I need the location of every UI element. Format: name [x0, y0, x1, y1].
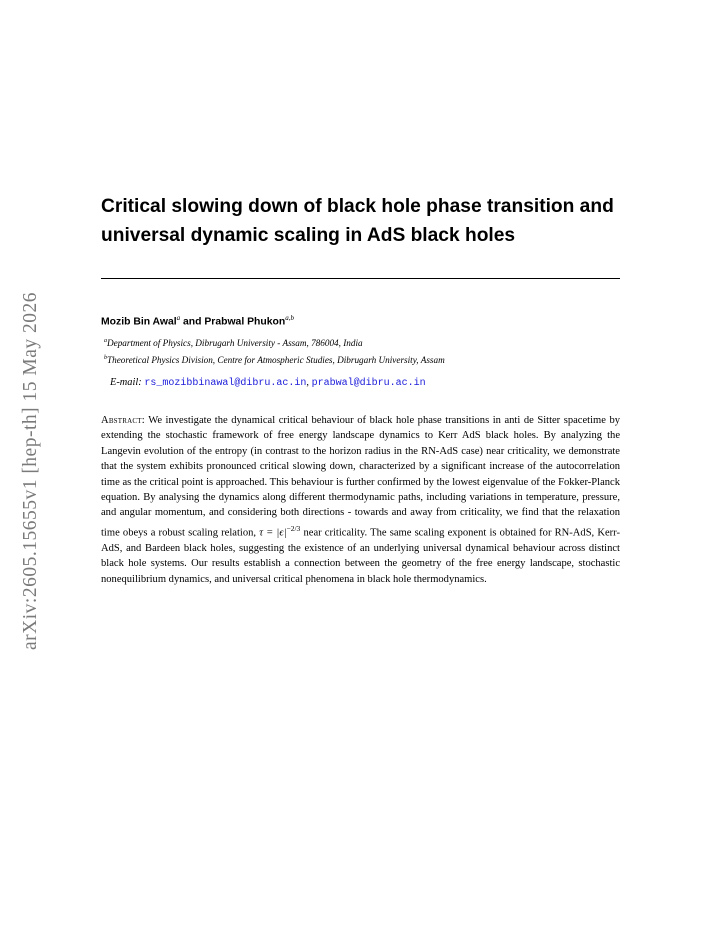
email-link-1[interactable]: rs_mozibbinawal@dibru.ac.in	[144, 378, 307, 389]
affiliation-mark: a	[104, 338, 107, 344]
affiliation-a	[104, 338, 363, 348]
title-divider	[101, 278, 620, 279]
email-label: E-mail:	[110, 377, 142, 388]
abstract-text-1: We investigate the dynamical critical behaviour of black hole phase transitions in anti de Sitter spacetime by extending the stochastic framework of free energy landscape dynamics to Kerr AdS black holes. By analyzing the Langevin evolution of the entropy (in contrast to the horizon radius in the RN-AdS case) near criticality, we demonstrate that the system exhibits pronounced critical slowing down, characterized by a significant increase of the autocorrelation time as the critical point is approached. This behaviour is further confirmed by the lowest eigenvalue of the Fokker-Planck equation. By analysing the dynamics along different thermodynamic paths, including variations in temperature, pressure, and angular momentum, and considering both directions - towards and away from criticality, we find that the relaxation time obeys a robust scaling relation,	[101, 415, 620, 539]
affiliation-text: Theoretical Physics Division, Centre for Atmospheric Studies, Dibrugarh University, Assam	[107, 355, 445, 366]
abstract-heading: Abstract:	[101, 415, 145, 426]
arxiv-id[interactable]: arXiv:2605.15655v1 [hep-th] 15 May 2026	[20, 292, 41, 650]
paper-title	[101, 192, 631, 250]
author-list	[101, 314, 294, 327]
affiliation-text: Department of Physics, Dibrugarh University - Assam, 786004, India	[107, 338, 363, 349]
abstract	[101, 413, 620, 587]
affiliation-mark: b	[104, 355, 107, 361]
affiliation-b	[104, 355, 445, 365]
author-name: Prabwal Phukon	[204, 316, 286, 328]
author-connector: and	[180, 316, 205, 328]
title-line-2: universal dynamic scaling in AdS black holes	[101, 225, 516, 246]
abstract-text-2: near criticality. The same scaling exponent is obtained for RN-AdS, Kerr-AdS, and Bardeen black holes, suggesting the existence of an underlying universal dynamical behaviour across distinct black hole systems. Our results establish a connection between the geometry of the free energy landscape, stochastic nonequilibrium dynamics, and universal critical phenomena in black hole thermodynamics.	[101, 527, 620, 585]
scaling-relation: τ = |ϵ|	[259, 527, 287, 539]
author-name: Mozib Bin Awal	[101, 316, 177, 328]
email-link-2[interactable]: prabwal@dibru.ac.in	[311, 378, 426, 389]
title-line-1: Critical slowing down of black hole phase transition and	[101, 196, 614, 217]
author-affil-mark: a	[176, 314, 181, 322]
email-separator: ,	[306, 377, 312, 388]
email-line	[110, 377, 426, 389]
author-affil-mark: a,b	[285, 314, 294, 322]
scaling-exponent: −2/3	[286, 523, 301, 533]
